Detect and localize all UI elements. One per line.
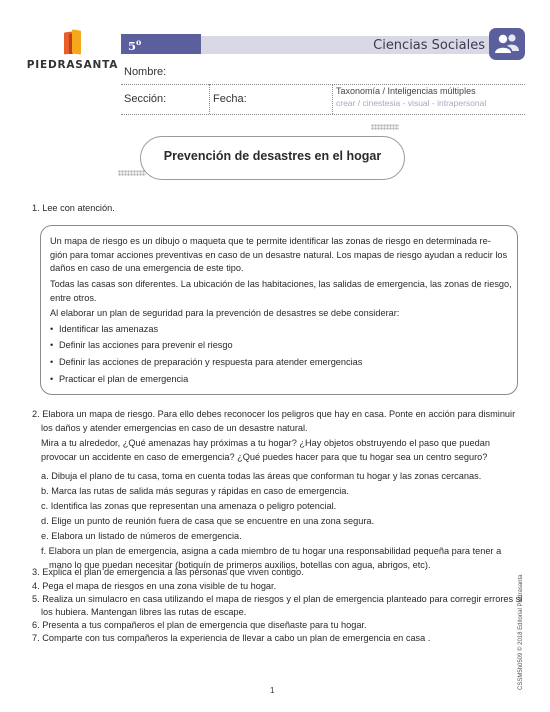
logo-text: PIEDRASANTA (26, 59, 119, 71)
question-line: provocar un accidente en caso de emergencia? ¿Qué puedes hacer para que tu hogar sea un centro seguro? (41, 451, 488, 462)
grade-ordinal: o (136, 37, 142, 47)
reading-line: Un mapa de riesgo es un dibujo o maqueta que te permite identificar las zonas de riesgo en determinada re- (50, 236, 491, 246)
step-item: e. Elabora un listado de números de emergencia. (41, 531, 242, 541)
reading-paragraph-1 (50, 235, 507, 276)
decorative-dots (371, 124, 399, 130)
reading-line: entre otros. (50, 292, 97, 303)
instruction-6: 6. Presenta a tus compañeros el plan de emergencia que diseñaste para tu hogar. (32, 620, 367, 630)
list-item-text: • Definir las acciones para prevenir el riesgo (59, 340, 233, 350)
guiding-questions (41, 437, 490, 464)
instruction-7: 7. Comparte con tus compañeros la experiencia de llevar a cabo un plan de emergencia en casa . (32, 633, 431, 643)
people-icon (489, 28, 525, 60)
question-line: Mira a tu alrededor, ¿Qué amenazas hay próximas a tu hogar? ¿Hay objetos obstruyendo el paso que puedan (41, 438, 490, 448)
grade-word: primaria (128, 52, 184, 67)
step-item: f. Elabora un plan de emergencia, asigna a cada miembro de tu hogar una responsabilidad pequeña para tener a (41, 546, 502, 556)
reading-line: Todas las casas son diferentes. La ubicación de las habitaciones, las salidas de emergencia, las zonas de riesgo, (50, 279, 512, 289)
taxonomy-subtitle: crear / cinestesia - visual - intrapersonal (336, 98, 487, 108)
step-item: c. Identifica las zonas que representan una amenaza o peligro potencial. (41, 501, 337, 511)
steps-list (41, 470, 501, 572)
name-label: Nombre: (124, 66, 167, 78)
date-label: Fecha: (213, 93, 247, 105)
copyright-code: CSSM5h0509 © 2018 Editorial Piedrasanta (518, 574, 524, 690)
subject-title: Ciencias Sociales (373, 38, 485, 53)
title-banner (140, 136, 405, 180)
instruction-4: 4. Pega el mapa de riesgos en una zona visible de tu hogar. (32, 581, 277, 591)
section-label: Sección: (124, 93, 167, 105)
reading-line: gión para tomar acciones preventivas en caso de un desastre natural. Los mapas de riesgo ayudan a reducir los (50, 249, 508, 260)
list-item-text: • Identificar las amenazas (59, 324, 159, 334)
page-number: 1 (270, 686, 275, 695)
header-divider (209, 84, 210, 114)
list-item-text: • Definir las acciones de preparación y respuesta para atender emergencias (59, 357, 363, 367)
instruction-5: 5. Realiza un simulacro en casa utilizando el mapa de riesgos y el plan de emergencia planteado para corregir errores si (32, 594, 523, 604)
step-item: a. Dibuja el plano de tu casa, toma en cuenta todas las áreas que conforman tu hogar y las zonas cercanas. (41, 471, 482, 481)
page-title: Prevención de desastres en el hogar (163, 149, 382, 163)
reading-paragraph-2 (50, 278, 512, 305)
grade-label (121, 34, 201, 67)
instruction-2 (32, 408, 515, 435)
section-field-line (121, 114, 525, 115)
name-field-line[interactable] (121, 84, 525, 85)
publisher-logo (25, 30, 120, 71)
step-item: b. Marca las rutas de salida más seguras y rápidas en caso de emergencia. (41, 486, 349, 496)
grade-number: 5 (128, 38, 137, 53)
decorative-dots (118, 170, 146, 176)
list-item-text: • Practicar el plan de emergencia (59, 374, 189, 384)
reading-line: daños en caso de una emergencia de este tipo. (50, 263, 244, 273)
list-item (50, 340, 233, 350)
instruction-line: 2. Elabora un mapa de riesgo. Para ello debes reconocer los peligros que hay en casa. Ponte en acción para disminuir (32, 409, 516, 419)
header-divider (332, 84, 333, 114)
instruction-5-continued: los hubiera. Mantengan libres las rutas de escape. (41, 607, 247, 617)
instruction-line: los daños y atender emergencias en caso de un desastre natural. (41, 422, 308, 433)
subject-bar (201, 36, 491, 54)
step-item: d. Elige un punto de reunión fuera de casa que se encuentre en una zona segura. (41, 516, 375, 526)
list-item (50, 374, 188, 384)
step-item-continued: mano lo que puedan necesitar (botiquín de primeros auxilios, botellas con agua, abrigos, etc). (49, 559, 431, 570)
taxonomy-title: Taxonomía / Inteligencias múltiples (336, 86, 476, 96)
list-item (50, 357, 362, 367)
reading-paragraph-3: Al elaborar un plan de seguridad para la prevención de desastres se debe considerar: (50, 308, 400, 318)
book-logo-icon (62, 30, 84, 56)
list-item (50, 324, 158, 334)
instruction-3: 3. Explica el plan de emergencia a las personas que viven contigo. (32, 567, 304, 577)
instruction-1: 1. Lee con atención. (32, 203, 115, 213)
